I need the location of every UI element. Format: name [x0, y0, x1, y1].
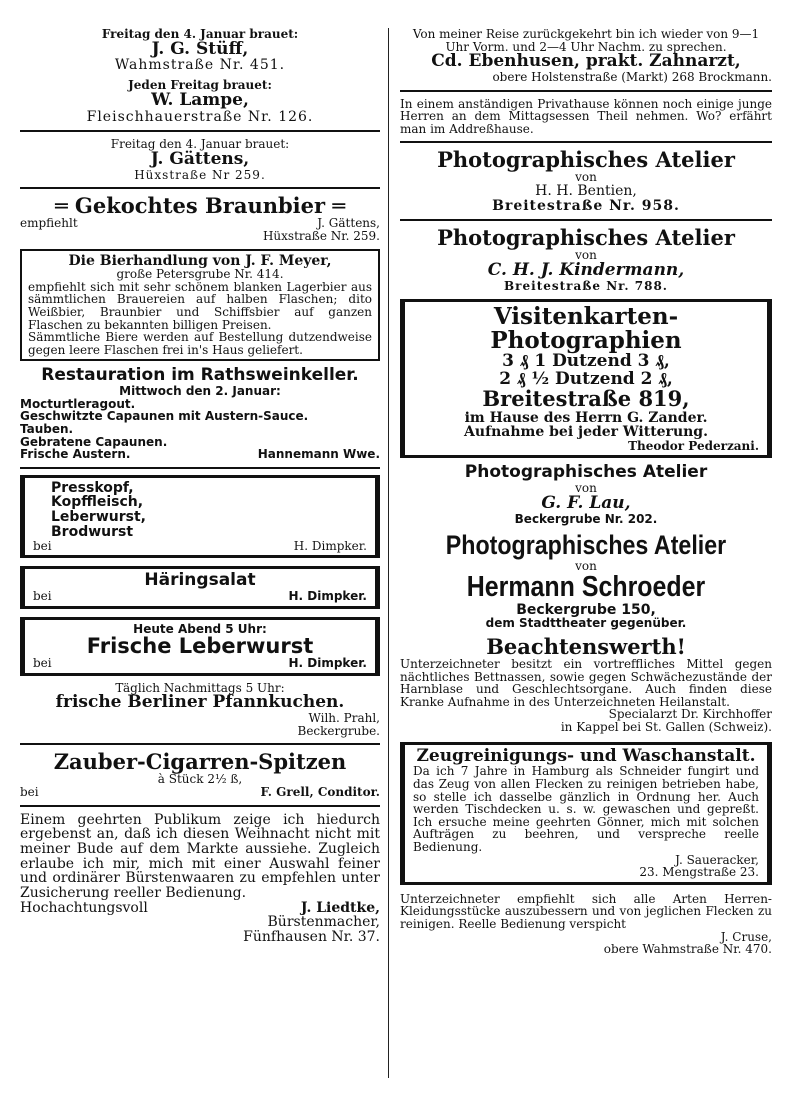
menu-item: Geschwitzte Capaunen mit Austern-Sauce.	[20, 409, 309, 424]
ad-signature: H. Dimpker.	[288, 588, 367, 603]
ad-waschanstalt	[400, 742, 772, 885]
ad-title: Visitenkarten-Photographien	[490, 302, 682, 354]
ad-address: obere Wahmstraße Nr. 470.	[603, 942, 772, 957]
ad-signature-sub: in Kappel bei St. Gallen (Schweiz).	[560, 720, 772, 735]
divider-line	[20, 467, 380, 469]
ad-zahnarzt	[400, 28, 772, 84]
price-row: 2 ₰ ½ Dutzend 2 ₰,	[499, 368, 673, 389]
ad-title: Restauration im Rathsweinkeller.	[41, 365, 359, 386]
ad-kindermann	[400, 227, 772, 292]
ad-von: von	[575, 481, 597, 496]
ad-signature: H. Dimpker.	[293, 538, 367, 553]
ad-body: Da ich 7 Jahre in Hamburg als Schneider fungirt und das Zeug von allen Flecken zu reinigen betrieben habe, so stelle ich dasselbe gänzlich in Ordnung her. Auch werden Tischdecken u. s. w. gewaschen und gepreßt. Ich ersuche meine geehrten Gönner, mich mit solchen Aufträgen zu beehren, und verspreche reelle Bedienung.	[413, 764, 759, 855]
ad-signature-sub: Bürstenmacher,	[267, 914, 380, 931]
ad-body: Einem geehrten Publikum zeige ich hiedurch ergebenst an, daß ich diesen Weihnacht nicht mit meiner Bude auf dem Markte aussiehe. Zugleich erlaube ich mir, mich mit einer Auswahl feiner und ordinärer Bürstenwaaren zu empfehlen unter Zusicherung reeller Bedienung.	[20, 811, 380, 902]
ad-address: 23. Mengstraße 23.	[639, 865, 759, 880]
top-margin	[0, 0, 800, 26]
product-item: Kopffleisch,	[51, 494, 144, 511]
ad-signature: Wilh. Prahl,	[308, 711, 380, 726]
ad-body: Von meiner Reise zurückgekehrt bin ich wieder von 9—1 Uhr Vorm. und 2—4 Uhr Nachm. zu sprechen.	[412, 27, 760, 54]
ad-title: Häringsalat	[144, 570, 256, 591]
ad-cigarren	[20, 751, 380, 798]
ad-name: Hermann Schroeder	[466, 571, 706, 604]
divider-line	[400, 219, 772, 221]
ad-bierhandlung	[20, 249, 380, 362]
ad-name: H. H. Bentien,	[535, 183, 637, 200]
ad-body-2: Sämmtliche Biere werden auf Bestellung dutzendweise gegen leere Flaschen frei in's Haus geliefert.	[28, 330, 372, 357]
ad-line: Täglich Nachmittags 5 Uhr:	[115, 680, 285, 695]
ad-presskopf	[20, 475, 380, 558]
ad-address: Beckergrube Nr. 202.	[514, 511, 658, 526]
ad-name: Cd. Ebenhusen, prakt. Zahnarzt,	[431, 51, 741, 72]
ad-name: J. G. Stüff,	[151, 38, 249, 59]
ad-title: frische Berliner Pfannkuchen.	[55, 692, 345, 713]
ad-liedtke	[20, 813, 380, 945]
divider-line	[400, 90, 772, 92]
ad-cruse	[400, 893, 772, 956]
ad-line: Freitag den 4. Januar brauet:	[101, 27, 299, 41]
ad-title-text: Gekochtes Braunbier	[74, 193, 326, 219]
ad-visitenkarten	[400, 299, 772, 459]
ad-privathaus	[400, 98, 772, 136]
ad-rathsweinkeller	[20, 367, 380, 460]
ad-leberwurst	[20, 617, 380, 676]
ad-signature-sub: Beckergrube.	[297, 723, 380, 738]
ad-body: Unterzeichneter besitzt ein vortreffliches Mittel gegen nächtliches Bettnassen, sowie gegen Schwächezustände der Harnblase und Geschlechtsorgane. Auch finden diese Kranke Aufnahme in des Unterzeichneten Heilanstalt.	[400, 657, 772, 709]
divider-line	[20, 130, 380, 132]
ad-address: Breitestraße Nr. 958.	[492, 197, 680, 214]
ad-bei: bei	[33, 656, 52, 671]
ad-address: obere Holstenstraße (Markt) 268 Brockmann.	[492, 70, 772, 85]
ad-signature: J. Liedtke,	[300, 899, 380, 916]
ad-schroeder	[400, 531, 772, 630]
ad-title: Photographisches Atelier	[464, 462, 708, 483]
menu-item: Gebratene Capaunen.	[20, 434, 168, 449]
ad-von: von	[575, 558, 597, 573]
ad-line: Heute Abend 5 Uhr:	[133, 621, 267, 636]
ad-price: à Stück 2½ ß,	[157, 772, 243, 787]
ad-address: Fleischhauerstraße Nr. 126.	[86, 108, 314, 125]
menu-item: Mocturtleragout.	[20, 396, 136, 411]
ad-title: Photographisches Atelier	[445, 530, 727, 561]
divider-line	[20, 805, 380, 807]
ad-body: Unterzeichneter empfiehlt sich alle Arten Herren-Kleidungsstücke auszubessern und von jeglichen Flecken zu reinigen. Reelle Bedienung verspicht	[400, 891, 772, 931]
ad-title: ═ Gekochtes Braunbier ═	[54, 193, 346, 219]
price-row: 3 ₰ 1 Dutzend 3 ₰,	[502, 350, 670, 371]
ad-lampe	[20, 79, 380, 124]
ad-von: von	[575, 248, 597, 263]
ad-signature: H. Dimpker.	[288, 656, 367, 671]
ad-signature: F. Grell, Conditor.	[260, 785, 380, 800]
ad-address-2: dem Stadttheater gegenüber.	[485, 616, 687, 631]
ad-sub: große Petersgrube Nr. 414.	[116, 267, 284, 282]
ad-signature: J. Cruse,	[720, 929, 772, 944]
ad-haeringsalat	[20, 566, 380, 608]
ad-address: Wahmstraße Nr. 451.	[114, 57, 286, 74]
ad-line: Freitag den 4. Januar brauet:	[110, 137, 290, 152]
ad-name: J. Gättens,	[150, 148, 250, 169]
ad-title: Photographisches Atelier	[437, 225, 735, 251]
right-column	[400, 28, 772, 956]
ad-address: Hüxstraße Nr. 259.	[262, 228, 380, 243]
ad-line: Aufnahme bei jeder Witterung.	[464, 424, 708, 441]
product-item: Leberwurst,	[51, 509, 146, 526]
menu-item: Frische Austern.	[20, 447, 131, 462]
ad-title: Frische Leberwurst	[86, 634, 314, 659]
ad-lead: empfiehlt	[20, 216, 78, 231]
ad-lau	[400, 464, 772, 525]
divider-line	[20, 187, 380, 189]
ad-address: Breitestraße Nr. 788.	[504, 278, 668, 293]
ad-title: Zeugreinigungs- und Waschanstalt.	[416, 745, 756, 766]
menu-item: Tauben.	[20, 421, 74, 436]
ad-line: im Hause des Herrn G. Zander.	[464, 409, 708, 426]
ad-greeting: Hochachtungsvoll	[20, 899, 148, 916]
ad-signature: J. Saueracker,	[675, 852, 759, 867]
ad-address: Breitestraße 819,	[482, 386, 690, 412]
ad-name: C. H. J. Kindermann,	[487, 260, 685, 281]
ad-address: Beckergrube 150,	[516, 601, 656, 618]
ad-name: G. F. Lau,	[541, 492, 631, 513]
ad-line: Jeden Freitag brauet:	[128, 78, 272, 93]
ad-signature: Hannemann Wwe.	[257, 447, 380, 462]
ad-pfannkuchen	[20, 682, 380, 738]
product-item: Presskopf,	[51, 479, 134, 496]
ad-name: W. Lampe,	[151, 89, 249, 110]
left-column	[20, 28, 380, 945]
ad-bei: bei	[33, 588, 52, 603]
ad-bentien	[400, 149, 772, 213]
divider-line	[20, 743, 380, 745]
ad-signature: Specialarzt Dr. Kirchhoffer	[608, 707, 772, 722]
ad-head: Die Bierhandlung von J. F. Meyer,	[68, 252, 332, 269]
divider-line	[400, 141, 772, 143]
product-item: Brodwurst	[51, 523, 134, 540]
ad-beachtenswerth	[400, 636, 772, 734]
ad-title: Zauber-Cigarren-Spitzen	[53, 749, 347, 775]
ad-stueff	[20, 28, 380, 73]
ad-name: J. Gättens,	[317, 216, 380, 231]
ad-address: Hüxstraße Nr 259.	[134, 167, 266, 182]
ad-body: In einem anständigen Privathause können noch einige junge Herren an dem Mittagsessen Theil nehmen. Wo? erfährt man im Addreßhause.	[400, 96, 772, 136]
ad-bei: bei	[33, 538, 52, 553]
ad-braunbier	[20, 195, 380, 242]
ad-title: Beachtenswerth!	[486, 634, 686, 660]
ad-date: Mittwoch den 2. Januar:	[119, 384, 281, 399]
ad-von: von	[575, 170, 597, 185]
ad-bei: bei	[20, 785, 39, 800]
ad-gaettens	[20, 138, 380, 181]
ad-address: Fünfhausen Nr. 37.	[243, 929, 380, 946]
ad-signature: Theodor Pederzani.	[628, 438, 759, 453]
ad-body: empfiehlt sich mit sehr schönem blanken Lagerbier aus sämmtlichen Brauereien auf halben Flaschen; dito Weißbier, Braunbier und Schiffsbier auf ganzen Flaschen zu bekannten billigen Preisen.	[28, 279, 372, 332]
column-divider	[388, 28, 389, 1078]
ad-title: Photographisches Atelier	[437, 147, 735, 173]
